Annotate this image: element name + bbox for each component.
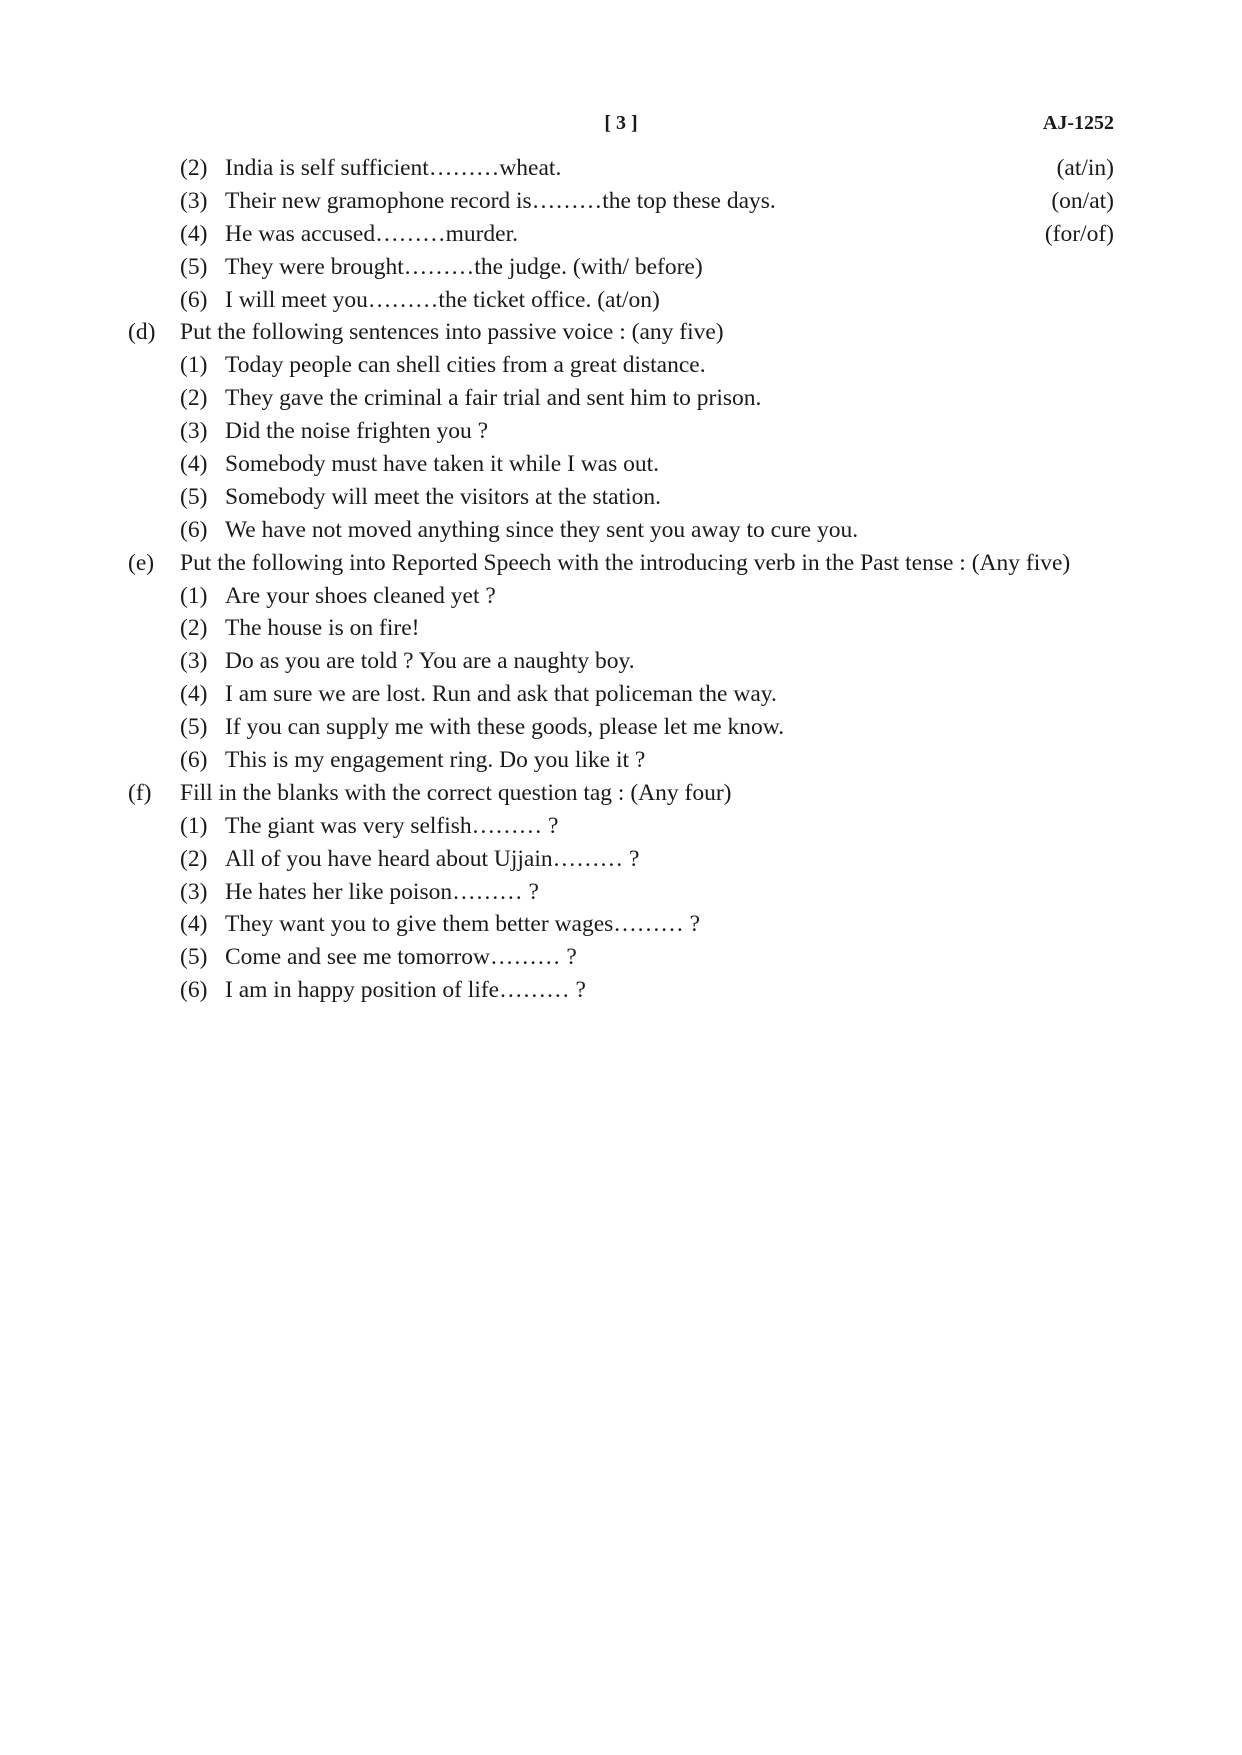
list-item	[0, 711, 1242, 744]
section-heading	[0, 547, 1242, 580]
item-text: I am in happy position of life……… ?	[225, 977, 586, 1004]
list-item	[0, 481, 1242, 514]
item-text: Come and see me tomorrow……… ?	[225, 944, 577, 971]
list-item	[0, 349, 1242, 382]
item-text: They were brought………the judge. (with/ before)	[225, 253, 703, 280]
item-number: (5)	[180, 714, 208, 741]
item-text: Today people can shell cities from a great distance.	[225, 352, 706, 379]
item-text: Somebody must have taken it while I was out.	[225, 451, 660, 478]
item-text: All of you have heard about Ujjain……… ?	[225, 845, 640, 872]
item-number: (4)	[180, 451, 208, 478]
page-number: [ 3 ]	[604, 112, 638, 134]
item-text: India is self sufficient………wheat.	[225, 155, 562, 181]
item-text: They want you to give them better wages……… ?	[225, 911, 701, 938]
section-heading	[0, 316, 1242, 349]
section-label: (d)	[128, 319, 156, 346]
item-number: (1)	[180, 582, 208, 609]
item-text: They gave the criminal a fair trial and sent him to prison.	[225, 385, 762, 412]
section-instruction: Fill in the blanks with the correct question tag : (Any four)	[180, 779, 732, 806]
item-number: (3)	[180, 418, 208, 445]
list-item	[0, 941, 1242, 974]
item-number: (3)	[180, 878, 208, 905]
section-f	[0, 777, 1242, 1007]
list-item	[0, 448, 1242, 481]
list-item	[0, 514, 1242, 547]
item-text: Did the noise frighten you ?	[225, 418, 489, 445]
list-item	[0, 580, 1242, 613]
list-item	[0, 908, 1242, 941]
section-e	[0, 547, 1242, 777]
item-number: (5)	[180, 944, 208, 971]
item-number: (1)	[180, 352, 208, 379]
item-text: The giant was very selfish……… ?	[225, 812, 559, 839]
item-number: (2)	[180, 385, 208, 412]
item-number: (1)	[180, 812, 208, 839]
item-number: (6)	[180, 516, 208, 543]
item-text: We have not moved anything since they sent you away to cure you.	[225, 516, 859, 543]
section-d	[0, 316, 1242, 546]
section-heading	[0, 777, 1242, 810]
item-text: Their new gramophone record is………the top these days.	[225, 187, 776, 214]
list-item	[0, 185, 1242, 218]
item-number: (5)	[180, 483, 208, 510]
section-instruction: Put the following into Reported Speech with the introducing verb in the Past tense : (Any five)	[180, 549, 1071, 576]
paper-code: AJ-1252	[1042, 112, 1114, 134]
item-text: This is my engagement ring. Do you like it ?	[225, 747, 646, 774]
section-c-continued	[0, 152, 1242, 316]
item-number: (4)	[180, 220, 208, 247]
list-item	[0, 284, 1242, 317]
list-item	[0, 876, 1242, 909]
item-text: If you can supply me with these goods, please let me know.	[225, 714, 785, 741]
item-number: (6)	[180, 977, 208, 1004]
list-item	[0, 218, 1242, 251]
list-item	[0, 678, 1242, 711]
item-number: (3)	[180, 648, 208, 675]
list-item	[0, 645, 1242, 678]
list-item	[0, 974, 1242, 1007]
item-number: (2)	[180, 615, 208, 642]
item-text: Do as you are told ? You are a naughty boy.	[225, 648, 635, 675]
item-text: Are your shoes cleaned yet ?	[225, 582, 496, 609]
list-item	[0, 382, 1242, 415]
list-item	[0, 810, 1242, 843]
section-label: (f)	[128, 779, 152, 806]
list-item	[0, 843, 1242, 876]
item-text: He was accused………murder.	[225, 220, 519, 247]
section-instruction: Put the following sentences into passive voice : (any five)	[180, 319, 724, 346]
list-item	[0, 744, 1242, 777]
item-number: (2)	[180, 155, 208, 181]
item-option: (at/in)	[1056, 155, 1114, 181]
item-number: (6)	[180, 747, 208, 774]
item-number: (6)	[180, 286, 208, 313]
list-item	[0, 612, 1242, 645]
item-number: (4)	[180, 911, 208, 938]
item-text: He hates her like poison……… ?	[225, 878, 539, 905]
item-number: (5)	[180, 253, 208, 280]
question-content	[0, 152, 1242, 1007]
page-header	[0, 112, 1242, 138]
item-number: (3)	[180, 187, 208, 214]
list-item	[0, 251, 1242, 284]
list-item	[0, 152, 1242, 185]
section-label: (e)	[128, 549, 155, 576]
item-text: I am sure we are lost. Run and ask that policeman the way.	[225, 681, 777, 708]
item-number: (2)	[180, 845, 208, 872]
item-option: (on/at)	[1051, 187, 1114, 214]
item-text: I will meet you………the ticket office. (at/on)	[225, 286, 660, 313]
item-text: The house is on fire!	[225, 615, 420, 642]
list-item	[0, 415, 1242, 448]
item-option: (for/of)	[1044, 220, 1114, 247]
item-text: Somebody will meet the visitors at the station.	[225, 483, 662, 510]
item-number: (4)	[180, 681, 208, 708]
